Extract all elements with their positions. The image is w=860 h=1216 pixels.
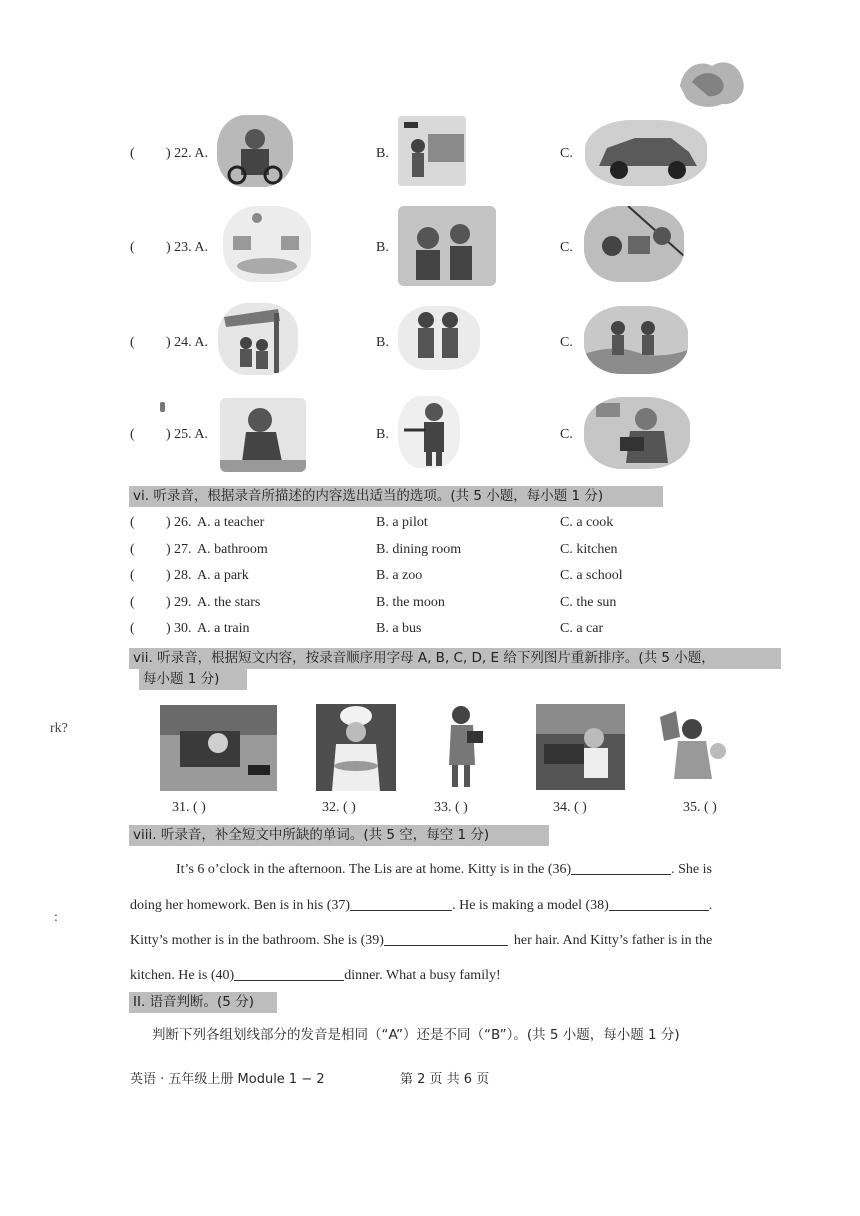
option-c: C. the sun xyxy=(560,595,617,610)
question-number: 23. xyxy=(174,240,192,255)
question-number: 29. xyxy=(174,595,192,610)
photo-32-chef xyxy=(316,704,396,791)
margin-fragment-text: rk? xyxy=(50,721,68,736)
blank-38[interactable] xyxy=(609,896,709,911)
option-a: A. a train xyxy=(197,621,250,636)
label-31: 31. ( ) xyxy=(172,800,206,815)
q22-option-b-image xyxy=(398,116,466,186)
section-II-instruction: 判断下列各组划线部分的发音是相同（“A”）还是不同（“B”）。(共 5 小题，每小题 1 分) xyxy=(152,1027,680,1043)
q23-option-b-label: B. xyxy=(376,240,389,255)
option-a: A. a teacher xyxy=(197,515,265,530)
photo-31-driver xyxy=(160,705,277,791)
option-b: B. a pilot xyxy=(376,515,428,530)
question-24-label: ( ) 24. A. xyxy=(130,335,209,350)
q22-option-c-label: C. xyxy=(560,146,573,161)
q22-option-b-label: B. xyxy=(376,146,389,161)
q25-option-c-label: C. xyxy=(560,427,573,442)
option-b: B. a bus xyxy=(376,621,422,636)
question-number: 24. xyxy=(174,335,192,350)
footer-subject: 英语 · 五年级上册 Module 1 − 2 xyxy=(130,1072,325,1087)
option-c: C. a school xyxy=(560,568,623,583)
blank-39[interactable] xyxy=(384,931,508,946)
q23-option-a-image xyxy=(223,206,311,282)
q23-option-c-image xyxy=(584,206,684,282)
cloze-line-4: kitchen. He is (40) dinner. What a busy family! xyxy=(130,968,501,983)
cloze-line-1: It’s 6 o’clock in the afternoon. The Lis are at home. Kitty is in the (36) . She is xyxy=(176,862,712,877)
option-b: B. a zoo xyxy=(376,568,423,583)
q23-option-b-image xyxy=(398,206,496,286)
option-letter: A. xyxy=(194,335,209,350)
option-a: A. a park xyxy=(197,568,249,583)
label-32: 32. ( ) xyxy=(322,800,356,815)
q24-option-c-image xyxy=(584,306,688,374)
q22-option-c-image xyxy=(585,120,707,186)
question-number: 22. xyxy=(174,146,192,161)
section-II-header: II. 语音判断。(5 分) xyxy=(129,992,277,1013)
q22-option-a-image xyxy=(217,115,293,187)
option-letter: A. xyxy=(194,146,209,161)
label-34: 34. ( ) xyxy=(553,800,587,815)
option-b: B. the moon xyxy=(376,595,445,610)
question-number: 30. xyxy=(174,621,192,636)
q23-option-c-label: C. xyxy=(560,240,573,255)
blank-36[interactable] xyxy=(571,860,671,875)
photo-35-woman xyxy=(656,707,736,787)
section-vii-header-line2: 每小题 1 分) xyxy=(139,669,247,690)
option-a: A. the stars xyxy=(197,595,261,610)
photo-33-reader xyxy=(439,703,489,791)
option-c: C. a car xyxy=(560,621,604,636)
section-viii-header: viii. 听录音，补全短文中所缺的单词。(共 5 空，每空 1 分) xyxy=(129,825,549,846)
option-letter: A. xyxy=(194,240,209,255)
question-number: 28. xyxy=(174,568,192,583)
question-29-row: ( ) 29. A. the stars B. the moon C. the sun xyxy=(130,595,617,610)
blank-37[interactable] xyxy=(350,896,452,911)
label-33: 33. ( ) xyxy=(434,800,468,815)
blank-40[interactable] xyxy=(234,966,344,981)
question-number: 26. xyxy=(174,515,192,530)
q24-option-b-label: B. xyxy=(376,335,389,350)
cloze-line-2: doing her homework. Ben is in his (37) . He is making a model (38) . xyxy=(130,898,713,913)
question-number: 25. xyxy=(174,427,192,442)
q24-option-b-image xyxy=(398,306,480,370)
footer-page-number: 第 2 页 共 6 页 xyxy=(400,1072,490,1087)
question-22-label: ( ) 22. A. xyxy=(130,146,209,161)
cloze-line-3: Kitty’s mother is in the bathroom. She is (39) her hair. And Kitty’s father is in the xyxy=(130,933,713,948)
q25-option-c-image xyxy=(584,397,690,469)
question-number: 27. xyxy=(174,542,192,557)
label-35: 35. ( ) xyxy=(683,800,717,815)
question-28-row: ( ) 28. A. a park B. a zoo C. a school xyxy=(130,568,623,583)
question-23-label: ( ) 23. A. xyxy=(130,240,209,255)
section-vi-header: vi. 听录音，根据录音所描述的内容选出适当的选项。(共 5 小题，每小题 1 分) xyxy=(129,486,663,507)
q25-option-b-image xyxy=(398,396,460,468)
section-vii-header-line1: vii. 听录音，根据短文内容，按录音顺序用字母 A, B, C, D, E 给下列图片重新排序。(共 5 小题， xyxy=(129,648,781,669)
option-a: A. bathroom xyxy=(197,542,268,557)
option-c: C. kitchen xyxy=(560,542,618,557)
question-30-row: ( ) 30. A. a train B. a bus C. a car xyxy=(130,621,604,636)
question-27-row: ( ) 27. A. bathroom B. dining room C. kitchen xyxy=(130,542,618,557)
q24-option-c-label: C. xyxy=(560,335,573,350)
question-26-row: ( ) 26. A. a teacher B. a pilot C. a cook xyxy=(130,515,614,530)
photo-34-pilot xyxy=(536,704,625,790)
option-c: C. a cook xyxy=(560,515,614,530)
q25-option-b-label: B. xyxy=(376,427,389,442)
scan-speck xyxy=(160,402,165,412)
q25-option-a-image xyxy=(220,398,306,472)
margin-fragment-colon: : xyxy=(54,910,58,925)
scan-smudge-top-right xyxy=(672,56,752,112)
question-25-label: ( ) 25. A. xyxy=(130,427,209,442)
option-b: B. dining room xyxy=(376,542,462,557)
option-letter: A. xyxy=(194,427,209,442)
q24-option-a-image xyxy=(218,303,298,375)
